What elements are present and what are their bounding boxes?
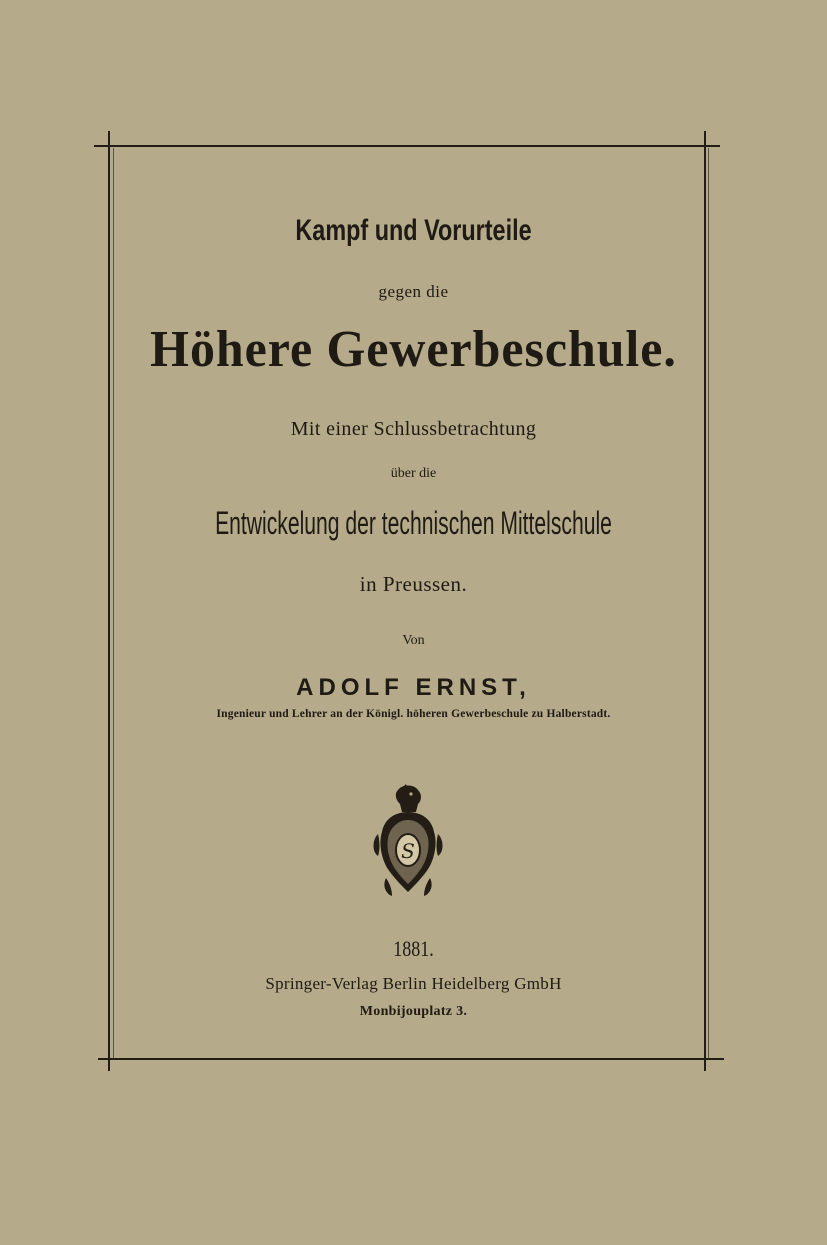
frame-bottom-rule [98,1058,724,1060]
subtitle-line-1: Mit einer Schlussbetrachtung [290,418,537,440]
by-label: Von [402,633,425,648]
subtitle-line-4: in Preussen. [359,572,468,596]
frame-right-rule [704,131,706,1071]
subtitle-line-3: Entwickelung der technischen Mittelschule [215,505,612,541]
frame-top-rule [94,145,720,147]
title-line-1: Kampf und Vorurteile [295,214,532,247]
publisher-name: Springer-Verlag Berlin Heidelberg GmbH [265,974,562,993]
title-line-2: gegen die [378,282,449,301]
publication-year: 1881. [393,936,434,961]
frame-left-rule [108,131,110,1071]
publisher-knight-emblem-icon [372,782,444,904]
author-name: ADOLF ERNST, [296,674,531,701]
subtitle-line-2: über die [390,466,437,481]
main-title: Höhere Gewerbeschule. [150,321,677,378]
author-description: Ingenieur und Lehrer an der Königl. höheren Gewerbeschule zu Halberstadt. [216,708,611,720]
publisher-address: Monbijouplatz 3. [359,1004,468,1019]
publisher-monogram: S [401,839,415,863]
